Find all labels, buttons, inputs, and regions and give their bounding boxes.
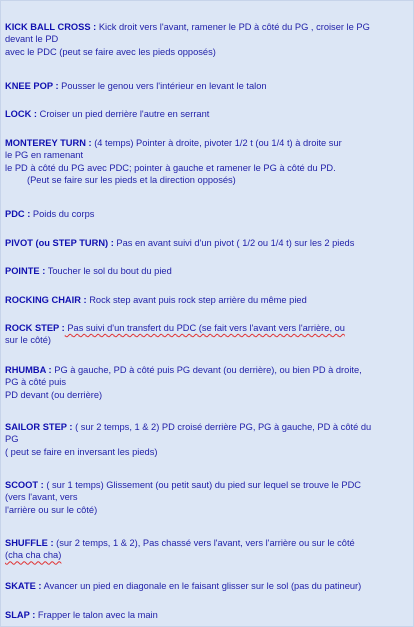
- definition-line: (Peut se faire sur les pieds et la direction opposés): [27, 175, 236, 186]
- entry-rock-step: [5, 322, 409, 347]
- definition-line: PG à côté puis: [5, 377, 66, 388]
- definition-line: avec le PDC (peut se faire avec les pieds opposés): [5, 46, 216, 57]
- entry-pdc: [5, 208, 409, 220]
- definition-line: Croiser un pied derrière l'autre en serrant: [37, 109, 210, 119]
- definition-line: PG: [5, 434, 19, 445]
- definition-line: Toucher le sol du bout du pied: [45, 266, 172, 276]
- definition-line: (cha cha cha): [5, 550, 62, 561]
- definition-line: Pas en avant suivi d'un pivot ( 1/2 ou 1/4 t) sur les 2 pieds: [113, 238, 355, 248]
- entry-rocking-chair: [5, 294, 409, 306]
- term: PDC :: [5, 209, 31, 219]
- definition-line: Pousser le genou vers l'intérieur en levant le talon: [58, 81, 267, 91]
- definition-line: l'arrière ou sur le côté): [5, 504, 98, 515]
- term: KNEE POP :: [5, 81, 59, 91]
- term: SAILOR STEP :: [5, 422, 73, 432]
- definition-line: ( peut se faire en inversant les pieds): [5, 446, 158, 457]
- definition-line: Rock step avant puis rock step arrière du même pied: [86, 295, 307, 305]
- term: KICK BALL CROSS :: [5, 22, 97, 32]
- entry-knee-pop: [5, 80, 409, 92]
- entry-pivot: [5, 237, 409, 249]
- term: MONTEREY TURN :: [5, 138, 92, 148]
- definition-line: (4 temps) Pointer à droite, pivoter 1/2 t (ou 1/4 t) à droite sur: [91, 138, 342, 148]
- definition-line: Pas suivi d'un transfert du PDC (se fait vers l'avant vers l'arrière, ou: [64, 323, 345, 333]
- term: SCOOT :: [5, 480, 44, 490]
- definition-line: PG à gauche, PD à côté puis PG devant (ou derrière), ou bien PD à droite,: [51, 365, 362, 375]
- term: PIVOT (ou STEP TURN) :: [5, 238, 114, 248]
- definition-line: (sur 2 temps, 1 & 2), Pas chassé vers l'avant, vers l'arrière ou sur le côté: [53, 538, 355, 548]
- entry-slap: [5, 609, 409, 621]
- definition-line: le PG en ramenant: [5, 150, 84, 161]
- term: ROCK STEP :: [5, 323, 65, 333]
- entry-monterey-turn: [5, 137, 409, 187]
- definition-line: Kick droit vers l'avant, ramener le PD à côté du PG , croiser le PG: [96, 22, 370, 32]
- definition-line: ( sur 1 temps) Glissement (ou petit saut) du pied sur lequel se trouve le PDC: [43, 480, 362, 490]
- term: SLAP :: [5, 610, 36, 620]
- term: RHUMBA :: [5, 365, 52, 375]
- definition-line: le PD à côté du PG avec PDC; pointer à gauche et ramener le PG à côté du PD.: [5, 162, 336, 173]
- entry-shuffle: [5, 537, 409, 562]
- definition-line: Frapper le talon avec la main: [35, 610, 158, 620]
- term: ROCKING CHAIR :: [5, 295, 87, 305]
- term: LOCK :: [5, 109, 38, 119]
- entry-kick-ball-cross: [5, 21, 409, 58]
- definition-line: (vers l'avant, vers: [5, 492, 78, 503]
- entry-sailor-step: [5, 421, 409, 458]
- term: SKATE :: [5, 581, 42, 591]
- entry-pointe: [5, 265, 409, 277]
- definition-line: ( sur 2 temps, 1 & 2) PD croisé derrière PG, PG à gauche, PD à côté du: [72, 422, 372, 432]
- entry-lock: [5, 108, 409, 120]
- entry-skate: [5, 580, 409, 592]
- definition-line: Avancer un pied en diagonale en le faisant glisser sur le sol (pas du patineur): [41, 581, 362, 591]
- definition-line: sur le côté): [5, 335, 51, 346]
- definition-line: Poids du corps: [30, 209, 95, 219]
- entry-rhumba: [5, 364, 409, 401]
- term: SHUFFLE :: [5, 538, 54, 548]
- definition-line: PD devant (ou derrière): [5, 389, 103, 400]
- entry-scoot: [5, 479, 409, 516]
- term: POINTE :: [5, 266, 46, 276]
- definition-line: devant le PD: [5, 34, 59, 45]
